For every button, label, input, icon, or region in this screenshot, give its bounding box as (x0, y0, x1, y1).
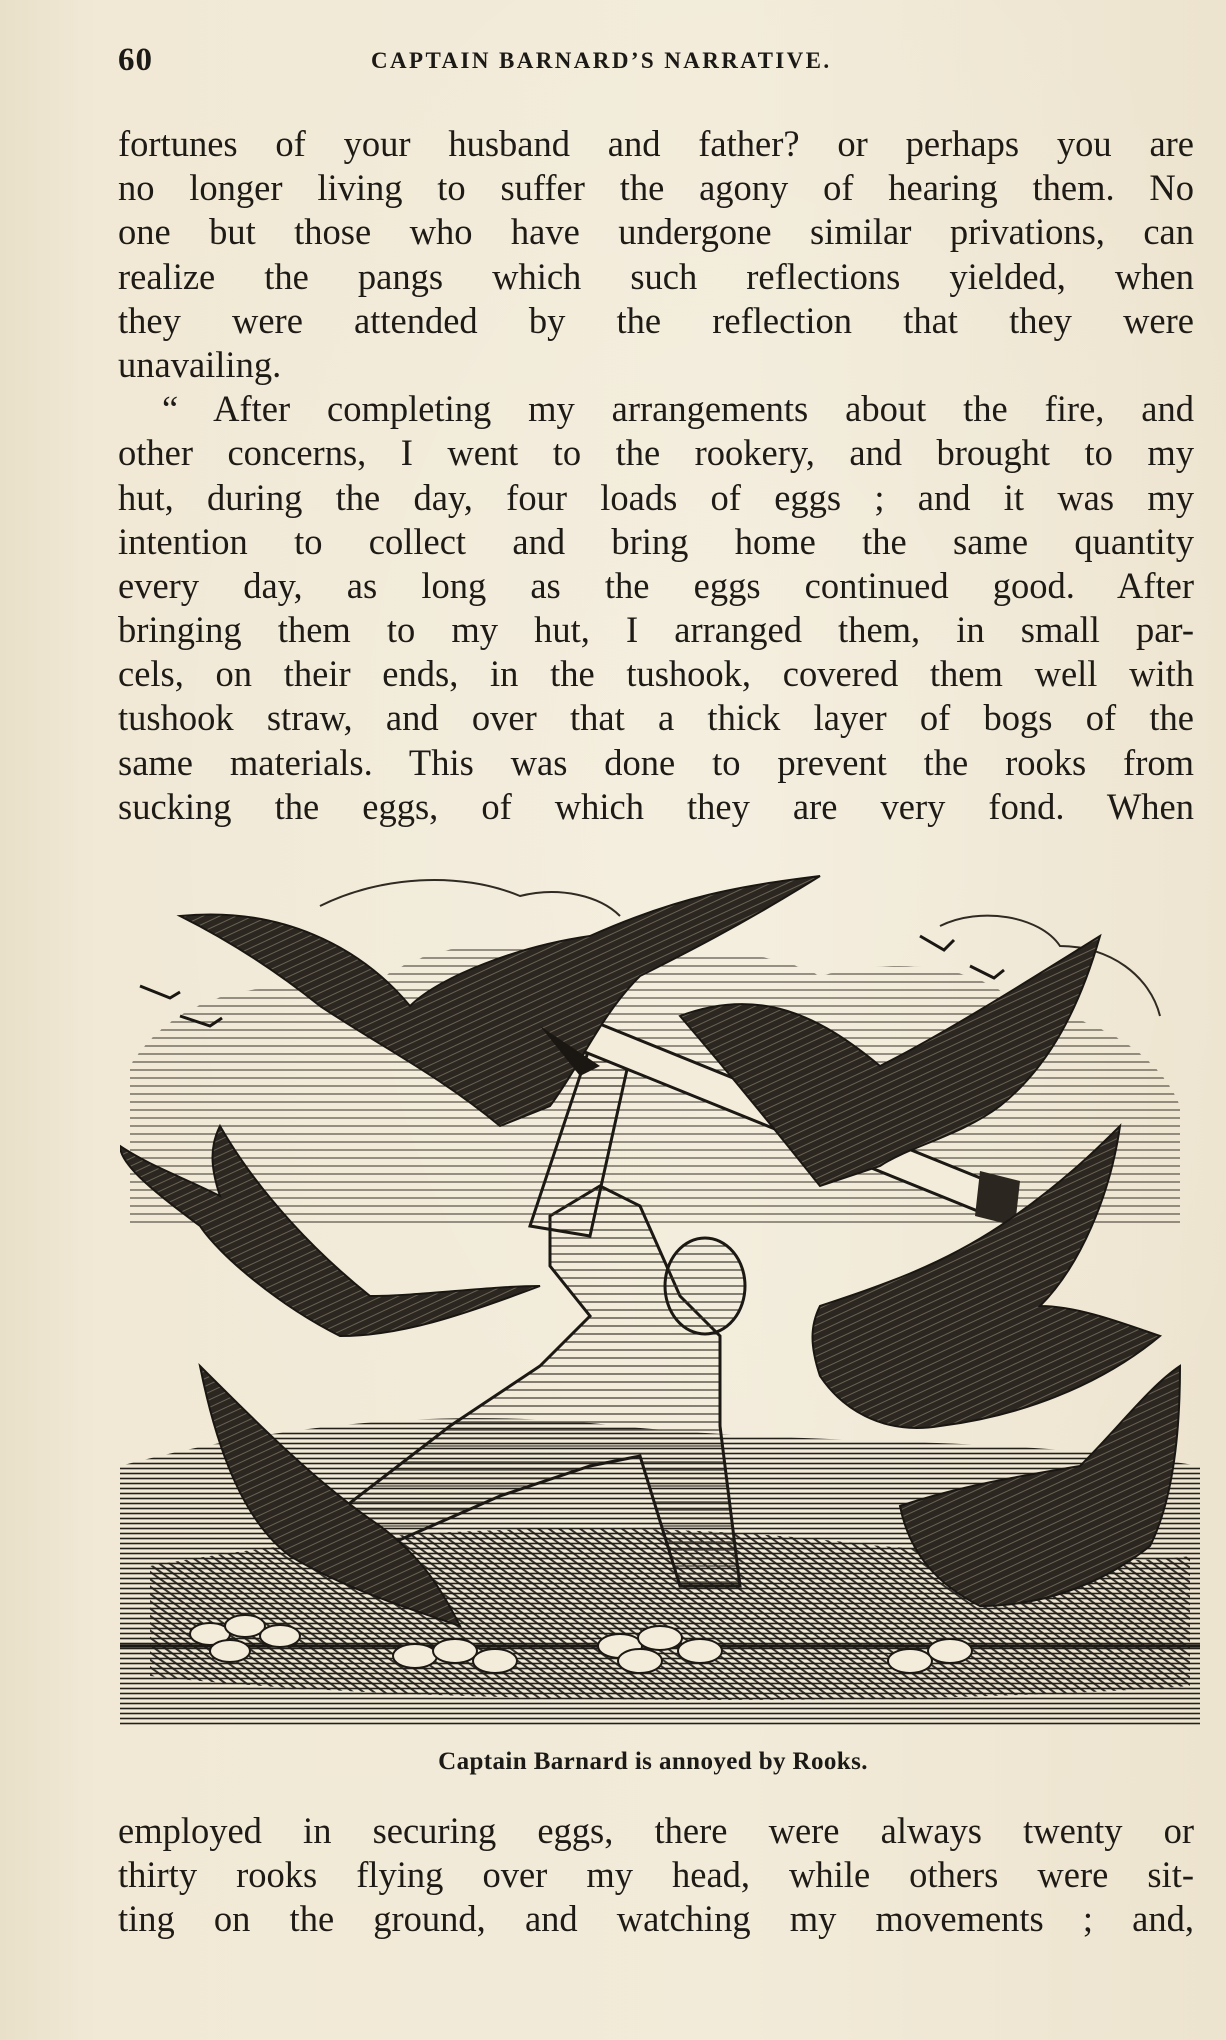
text-line: fortunes of your husband and father? or perhaps you are (118, 123, 1194, 164)
woodcut-illustration (120, 866, 1200, 1726)
text-line: realize the pangs which such reflections yielded, when (118, 255, 1194, 297)
text-line: they were attended by the reflection that they were (118, 299, 1194, 341)
text-line: one but those who have undergone similar privations, can (118, 211, 1194, 253)
text-line: ting on the ground, and watching my movements ; and, (118, 1898, 1194, 1940)
body-text-bottom (118, 1809, 1194, 1942)
text-line: same materials. This was done to prevent the rooks from (118, 741, 1194, 783)
text-line: “ After completing my arrangements about the fire, and (162, 388, 1194, 430)
page-number: 60 (118, 42, 153, 78)
text-line: bringing them to my hut, I arranged them, in small par- (118, 609, 1194, 651)
body-text-top (118, 122, 1194, 829)
text-line: no longer living to suffer the agony of hearing them. No (118, 167, 1194, 209)
text-line: sucking the eggs, of which they are very fond. When (118, 785, 1194, 827)
text-line: every day, as long as the eggs continued good. After (118, 564, 1194, 606)
illustration-caption: Captain Barnard is annoyed by Rooks. (438, 1748, 868, 1775)
text-line: unavailing. (118, 343, 282, 385)
running-head: CAPTAIN BARNARD’S NARRATIVE. (371, 48, 832, 73)
text-line: other concerns, I went to the rookery, and brought to my (118, 432, 1194, 474)
text-line: intention to collect and bring home the same quantity (118, 520, 1194, 562)
text-line: cels, on their ends, in the tushook, covered them well with (118, 653, 1194, 695)
page-header (118, 42, 1118, 82)
text-line: employed in securing eggs, there were always twenty or (118, 1810, 1194, 1851)
text-line: hut, during the day, four loads of eggs ; and it was my (118, 476, 1194, 518)
text-line: tushook straw, and over that a thick layer of bogs of the (118, 697, 1194, 739)
text-line: thirty rooks flying over my head, while others were sit- (118, 1854, 1194, 1896)
